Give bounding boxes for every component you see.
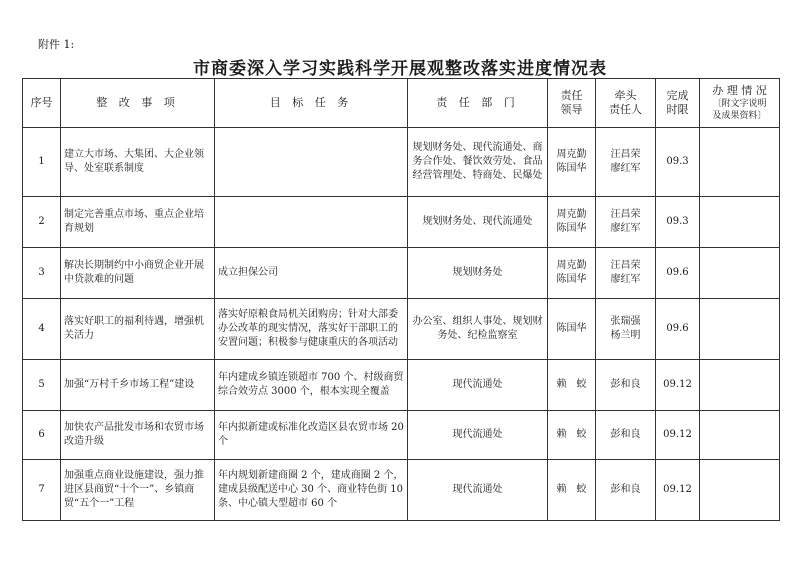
attachment-label: 附件 1: [38,38,75,51]
cell-seq: 5 [23,360,61,411]
cell-target: 年内建成乡镇连锁超市 700 个、村级商贸综合效劳点 3000 个，根本实现全覆盖 [215,360,408,411]
header-seq: 序号 [23,79,61,128]
cell-deadline: 09.6 [656,248,700,299]
table-row [23,460,780,521]
cell-lead-person: 张瑞强 杨兰明 [596,299,656,360]
table-row [23,248,780,299]
table-row [23,411,780,460]
cell-dept: 现代流通处 [408,460,548,521]
cell-seq: 7 [23,460,61,521]
cell-dept: 规划财务处 [408,248,548,299]
table-row [23,299,780,360]
cell-leader: 周克勤 陈国华 [548,248,596,299]
cell-status [700,460,780,521]
header-dept: 责 任 部 门 [408,79,548,128]
header-lead-person: 牵头 责任人 [596,79,656,128]
cell-seq: 2 [23,197,61,248]
cell-seq: 3 [23,248,61,299]
cell-status [700,248,780,299]
cell-dept: 现代流通处 [408,360,548,411]
cell-item: 建立大市场、大集团、大企业领导、处室联系制度 [61,128,215,197]
cell-deadline: 09.3 [656,197,700,248]
header-status-label: 办 理 情 况 [712,84,767,97]
cell-item: 落实好职工的福利待遇，增强机关活力 [61,299,215,360]
cell-status [700,197,780,248]
cell-deadline: 09.3 [656,128,700,197]
cell-item: 加强“万村千乡市场工程”建设 [61,360,215,411]
cell-target: 成立担保公司 [215,248,408,299]
cell-dept: 规划财务处、现代流通处 [408,197,548,248]
cell-deadline: 09.12 [656,360,700,411]
cell-target: 年内规划新建商圈 2 个，建成商圈 2 个，建成县级配送中心 30 个、商业特色街 10 条、中心镇大型超市 60 个 [215,460,408,521]
cell-dept: 规划财务处、现代流通处、商务合作处、餐饮效劳处、食品经营管理处、特商处、民爆处 [408,128,548,197]
cell-status [700,411,780,460]
cell-item: 解决长期制约中小商贸企业开展中贷款难的问题 [61,248,215,299]
cell-seq: 1 [23,128,61,197]
cell-leader: 赖 蛟 [548,411,596,460]
table-row [23,197,780,248]
cell-lead-person: 汪昌荣 廖红军 [596,248,656,299]
header-item: 整 改 事 项 [61,79,215,128]
header-target: 目 标 任 务 [215,79,408,128]
header-deadline: 完成 时限 [656,79,700,128]
cell-leader: 周克勤 陈国华 [548,128,596,197]
cell-status [700,360,780,411]
table-row [23,128,780,197]
cell-dept: 现代流通处 [408,411,548,460]
cell-target: 年内拟新建或标准化改造区县农贸市场 20 个 [215,411,408,460]
cell-item: 加强重点商业设施建设，强力推进区县商贸“十个一”、乡镇商贸“五个一”工程 [61,460,215,521]
cell-leader: 赖 蛟 [548,360,596,411]
cell-target [215,197,408,248]
cell-target: 落实好原粮食局机关团购房；针对大部委办公改革的现实情况，落实好干部职工的安置问题；积极参与健康重庆的各项活动 [215,299,408,360]
cell-dept: 办公室、组织人事处、规划财务处、纪检监察室 [408,299,548,360]
cell-status [700,299,780,360]
cell-deadline: 09.12 [656,411,700,460]
cell-lead-person: 汪昌荣 廖红军 [596,128,656,197]
progress-table [22,78,780,521]
table-header-row [23,79,780,128]
cell-seq: 4 [23,299,61,360]
cell-item: 加快农产品批发市场和农贸市场改造升级 [61,411,215,460]
cell-lead-person: 汪昌荣 廖红军 [596,197,656,248]
cell-status [700,128,780,197]
cell-leader: 赖 蛟 [548,460,596,521]
document-title: 市商委深入学习实践科学开展观整改落实进度情况表 [193,59,607,79]
cell-lead-person: 彭和良 [596,360,656,411]
cell-deadline: 09.6 [656,299,700,360]
cell-leader: 陈国华 [548,299,596,360]
cell-lead-person: 彭和良 [596,411,656,460]
cell-leader: 周克勤 陈国华 [548,197,596,248]
cell-seq: 6 [23,411,61,460]
cell-target [215,128,408,197]
cell-lead-person: 彭和良 [596,460,656,521]
header-leader: 责任 领导 [548,79,596,128]
table-row [23,360,780,411]
header-status [700,79,780,128]
cell-deadline: 09.12 [656,460,700,521]
header-status-note: 〔附文字说明 及成果资料〕 [712,99,767,121]
cell-item: 制定完善重点市场、重点企业培育规划 [61,197,215,248]
